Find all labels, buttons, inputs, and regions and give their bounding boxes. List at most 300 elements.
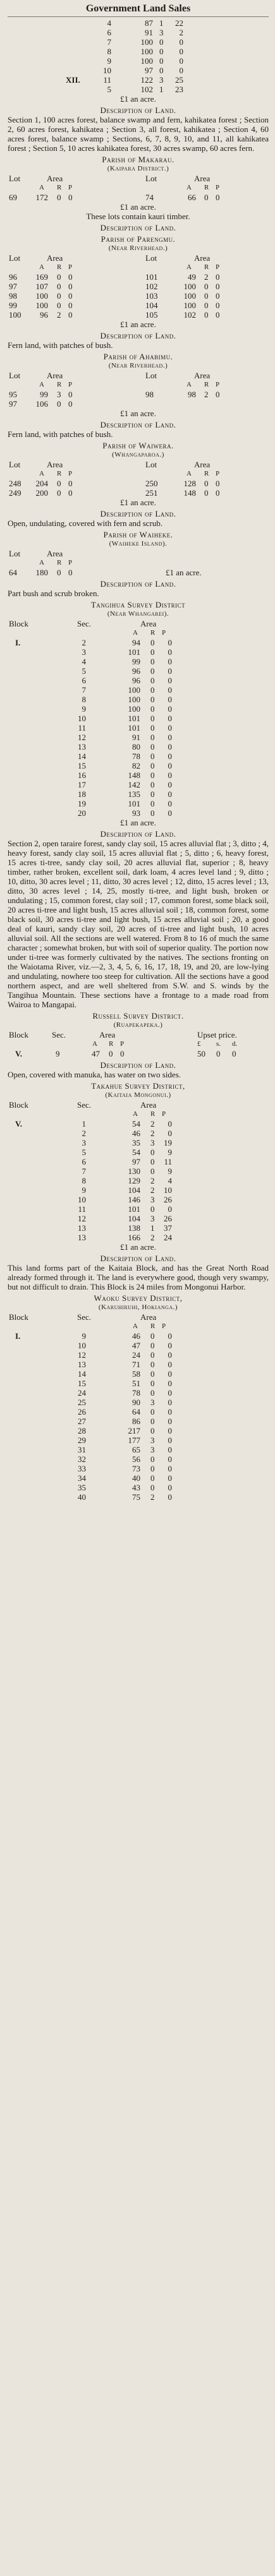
cell-perches: 25 xyxy=(175,75,183,85)
price-note: £1 an acre. xyxy=(120,409,156,418)
cell-acres: 100 xyxy=(128,685,140,695)
cell-acres: 49 xyxy=(188,272,196,282)
cell-perches: 0 xyxy=(168,780,172,789)
cell-roods: 0 xyxy=(150,1473,155,1483)
cell-acres: 35 xyxy=(132,1138,140,1147)
cell-perches: 4 xyxy=(168,1176,172,1185)
cell-shillings: 0 xyxy=(216,1049,221,1058)
cell-sec: 7 xyxy=(82,1166,86,1176)
unit-p: P xyxy=(216,263,220,271)
cell-sec: 14 xyxy=(78,1369,86,1379)
table-row xyxy=(8,638,269,647)
cell-roods: 0 xyxy=(150,1417,155,1426)
table-row xyxy=(8,704,269,714)
cell-acres: 180 xyxy=(35,568,48,577)
cell-sec: 40 xyxy=(78,1492,86,1502)
table-row xyxy=(8,1233,269,1242)
cell-roods: 2 xyxy=(150,1233,155,1242)
unit-r: R xyxy=(204,470,209,477)
cell-perches: 0 xyxy=(68,310,73,320)
cell-perches: 0 xyxy=(68,272,73,282)
cell-lot: 99 xyxy=(9,301,17,310)
cell-roods: 0 xyxy=(150,1166,155,1176)
table-row xyxy=(8,1138,269,1147)
cell-roods: 0 xyxy=(57,272,61,282)
cell-perches: 0 xyxy=(216,301,220,310)
table-row xyxy=(8,666,269,676)
cell-sec: 32 xyxy=(78,1454,86,1464)
table-row xyxy=(8,789,269,799)
table-row xyxy=(8,1157,269,1166)
unit-a: A xyxy=(39,381,44,388)
cell-perches: 0 xyxy=(68,390,73,399)
cell-roods: 0 xyxy=(204,310,209,320)
cell-acres: 200 xyxy=(35,488,48,498)
cell-acres: 96 xyxy=(40,310,48,320)
cell-perches: 0 xyxy=(216,282,220,291)
table-row xyxy=(8,808,269,818)
unit-headers xyxy=(8,380,269,390)
cell-acres: 43 xyxy=(132,1483,140,1492)
cell-sec: 2 xyxy=(82,638,86,647)
cell-sec: 11 xyxy=(103,75,111,85)
unit-p: P xyxy=(68,263,73,271)
parish-subheading: (Near Riverhead.) xyxy=(108,362,168,369)
table-row xyxy=(8,714,269,723)
table-row xyxy=(8,66,269,75)
cell-acres: 40 xyxy=(132,1473,140,1483)
cell-sec: 19 xyxy=(78,799,86,808)
table-row xyxy=(8,1049,269,1058)
table-row xyxy=(8,75,269,85)
cell-roods: 0 xyxy=(150,1341,155,1350)
table-row xyxy=(8,1147,269,1157)
table-row xyxy=(8,1129,269,1138)
cell-roods: 0 xyxy=(159,66,164,75)
cell-perches: 0 xyxy=(168,761,172,770)
cell-roods: 2 xyxy=(150,1185,155,1195)
cell-acres: 100 xyxy=(140,47,153,56)
district-heading: Takahue Survey District, xyxy=(91,1081,185,1091)
unit-a: A xyxy=(39,184,44,191)
cell-lot: 97 xyxy=(9,399,17,409)
cell-roods: 0 xyxy=(109,1049,113,1058)
cell-acres: 100 xyxy=(35,291,48,301)
cell-perches: 0 xyxy=(168,676,172,685)
cell-roods: 0 xyxy=(150,1426,155,1435)
cell-acres: 96 xyxy=(132,676,140,685)
cell-acres: 91 xyxy=(145,28,153,37)
unit-p: P xyxy=(216,470,220,477)
cell-perches: 0 xyxy=(68,282,73,291)
cell-perches: 0 xyxy=(168,666,172,676)
cell-roods: 0 xyxy=(150,1147,155,1157)
cell-acres: 91 xyxy=(132,733,140,742)
cell-acres: 54 xyxy=(132,1119,140,1129)
table-row xyxy=(8,1166,269,1176)
table-row xyxy=(8,733,269,742)
description-text: Fern land, with patches of bush. xyxy=(8,340,113,350)
cell-acres: 172 xyxy=(35,193,48,202)
column-headers xyxy=(8,371,269,380)
cell-perches: 0 xyxy=(168,1435,172,1445)
section-heading: Description of Land. xyxy=(100,223,176,232)
table-row xyxy=(8,1331,269,1341)
cell-sec: 13 xyxy=(78,742,86,752)
table-row xyxy=(8,291,269,301)
block-number: I. xyxy=(15,638,21,647)
unit-r: R xyxy=(57,559,62,566)
cell-sec: 5 xyxy=(82,666,86,676)
district-subheading: (Near Whangarei). xyxy=(107,610,169,618)
cell-roods: 0 xyxy=(150,1388,155,1398)
col-lot2: Lot xyxy=(145,460,157,469)
cell-sec: 5 xyxy=(82,1147,86,1157)
parish-subheading: (Waiheke Island). xyxy=(109,540,168,548)
col-area2: Area xyxy=(194,371,211,380)
table-row xyxy=(8,685,269,695)
parish-heading: Parish of Waiwera. xyxy=(102,441,174,450)
unit-r: R xyxy=(109,1040,114,1048)
table-row xyxy=(8,742,269,752)
table-row xyxy=(8,1473,269,1483)
cell-roods: 0 xyxy=(150,1331,155,1341)
col-area: Area xyxy=(47,371,63,380)
col-upset-price: Upset price. xyxy=(197,1030,237,1039)
table-row xyxy=(8,1445,269,1454)
parish-subheading: (Near Riverhead.) xyxy=(108,244,168,252)
cell-sec: 13 xyxy=(78,1360,86,1369)
table-row xyxy=(8,723,269,733)
cell-acres: 101 xyxy=(128,714,140,723)
cell-acres: 47 xyxy=(92,1049,100,1058)
cell-sec: 12 xyxy=(78,1350,86,1360)
cell-roods: 3 xyxy=(159,28,164,37)
cell-lot: 101 xyxy=(145,272,158,282)
col-area: Area xyxy=(140,619,157,628)
unit-a: A xyxy=(133,1110,138,1118)
cell-acres: 104 xyxy=(128,1185,140,1195)
table-row xyxy=(8,1360,269,1369)
cell-sec: 16 xyxy=(78,770,86,780)
table-row xyxy=(8,676,269,685)
cell-perches: 23 xyxy=(175,85,183,94)
cell-perches: 0 xyxy=(168,1417,172,1426)
table-row xyxy=(8,752,269,761)
parish-subheading: (Whangaparoa.) xyxy=(112,451,164,458)
cell-sec: 8 xyxy=(82,695,86,704)
cell-roods: 0 xyxy=(150,1379,155,1388)
cell-sec: 20 xyxy=(78,808,86,818)
cell-roods: 2 xyxy=(150,1129,155,1138)
column-headers xyxy=(8,619,269,628)
parish-subheading: (Kaipara District.) xyxy=(107,165,169,172)
cell-lot: 100 xyxy=(9,310,21,320)
cell-sec: 3 xyxy=(82,647,86,657)
table-row xyxy=(8,390,269,399)
lot-table xyxy=(8,479,269,498)
section-table xyxy=(8,1331,269,1502)
cell-acres: 100 xyxy=(183,301,196,310)
cell-roods: 0 xyxy=(57,282,61,291)
unit-p: P xyxy=(68,559,73,566)
table-row xyxy=(8,1195,269,1204)
cell-roods: 0 xyxy=(150,666,155,676)
column-headers xyxy=(8,460,269,469)
table-row xyxy=(8,1341,269,1350)
section-heading: Description of Land. xyxy=(100,829,176,839)
cell-lot: 64 xyxy=(9,568,17,577)
table-row xyxy=(8,1369,269,1379)
unit-a: A xyxy=(39,470,44,477)
cell-acres: 80 xyxy=(132,742,140,752)
cell-perches: 0 xyxy=(168,1350,172,1360)
cell-sec: 18 xyxy=(78,789,86,799)
cell-acres: 100 xyxy=(183,282,196,291)
cell-perches: 0 xyxy=(216,390,220,399)
cell-roods: 0 xyxy=(150,1483,155,1492)
unit-r: R xyxy=(57,381,62,388)
cell-roods: 2 xyxy=(57,310,61,320)
cell-acres: 100 xyxy=(128,695,140,704)
cell-lot: 95 xyxy=(9,390,17,399)
district-subheading: (Ruapekapeka.) xyxy=(113,1021,163,1029)
col-area: Area xyxy=(99,1030,116,1039)
cell-roods: 0 xyxy=(150,704,155,714)
block-number: V. xyxy=(15,1049,22,1058)
unit-p: P xyxy=(120,1040,125,1048)
cell-perches: 0 xyxy=(168,1407,172,1417)
cell-sec: 33 xyxy=(78,1464,86,1473)
cell-roods: 0 xyxy=(204,282,209,291)
column-headers xyxy=(8,1312,269,1322)
cell-acres: 94 xyxy=(132,638,140,647)
cell-perches: 0 xyxy=(168,695,172,704)
section-heading: Description of Land. xyxy=(100,509,176,518)
cell-acres: 98 xyxy=(188,390,196,399)
cell-roods: 0 xyxy=(57,301,61,310)
district-heading: Tangihua Survey District xyxy=(90,600,186,609)
cell-lot: 102 xyxy=(145,282,158,291)
cell-roods: 2 xyxy=(204,390,209,399)
cell-perches: 0 xyxy=(68,301,73,310)
table-row xyxy=(8,301,269,310)
table-row xyxy=(8,657,269,666)
cell-sec: 10 xyxy=(78,714,86,723)
cell-perches: 0 xyxy=(168,1398,172,1407)
cell-acres: 104 xyxy=(128,1214,140,1223)
price-note: £1 an acre. xyxy=(120,320,156,329)
column-headers xyxy=(8,253,269,263)
cell-perches: 0 xyxy=(68,568,73,577)
cell-acres: 148 xyxy=(128,770,140,780)
section-heading: Description of Land. xyxy=(100,1254,176,1263)
table-row xyxy=(8,282,269,291)
cell-sec: 11 xyxy=(78,723,86,733)
cell-acres: 102 xyxy=(183,310,196,320)
cell-perches: 9 xyxy=(168,1147,172,1157)
cell-perches: 0 xyxy=(216,488,220,498)
cell-acres: 73 xyxy=(132,1464,140,1473)
unit-r: R xyxy=(57,184,62,191)
cell-perches: 0 xyxy=(168,1454,172,1464)
price-note: £1 an acre. xyxy=(166,568,202,577)
cell-perches: 0 xyxy=(168,770,172,780)
cell-perches: 11 xyxy=(164,1157,172,1166)
unit-headers xyxy=(8,1322,269,1331)
cell-roods: 0 xyxy=(204,488,209,498)
cell-perches: 22 xyxy=(175,18,183,28)
block-number: I. xyxy=(15,1331,21,1341)
unit-p: P xyxy=(216,381,220,388)
table-row xyxy=(8,47,269,56)
cell-sec: 12 xyxy=(78,733,86,742)
cell-roods: 0 xyxy=(150,761,155,770)
cell-roods: 0 xyxy=(150,1464,155,1473)
cell-roods: 0 xyxy=(150,714,155,723)
cell-lot: 251 xyxy=(145,488,158,498)
cell-sec: 26 xyxy=(78,1407,86,1417)
section-table xyxy=(8,1119,269,1242)
cell-acres: 65 xyxy=(132,1445,140,1454)
cell-acres: 129 xyxy=(128,1176,140,1185)
cell-acres: 93 xyxy=(132,808,140,818)
col-block: Block xyxy=(9,1030,29,1039)
cell-lot: 249 xyxy=(9,488,21,498)
col-area2: Area xyxy=(194,253,211,263)
cell-roods: 1 xyxy=(159,85,164,94)
cell-perches: 0 xyxy=(168,789,172,799)
cell-acres: 142 xyxy=(128,780,140,789)
cell-sec: 9 xyxy=(56,1049,60,1058)
section-heading: Description of Land. xyxy=(100,331,176,340)
price-note: £1 an acre. xyxy=(120,498,156,507)
cell-roods: 0 xyxy=(150,780,155,789)
lot-table xyxy=(8,272,269,320)
cell-roods: 0 xyxy=(57,291,61,301)
col-lot2: Lot xyxy=(145,174,157,183)
cell-acres: 101 xyxy=(128,1204,140,1214)
cell-lot: 96 xyxy=(9,272,17,282)
cell-roods: 3 xyxy=(150,1435,155,1445)
cell-sec: 9 xyxy=(107,56,111,66)
cell-roods: 0 xyxy=(150,647,155,657)
cell-acres: 138 xyxy=(128,1223,140,1233)
cell-roods: 0 xyxy=(204,291,209,301)
cell-perches: 0 xyxy=(168,1360,172,1369)
table-row xyxy=(8,1119,269,1129)
section-heading: Description of Land. xyxy=(100,1060,176,1070)
cell-perches: 10 xyxy=(164,1185,172,1195)
section-heading: Description of Land. xyxy=(100,105,176,115)
table-row xyxy=(8,1426,269,1435)
table-row xyxy=(8,85,269,94)
cell-acres: 100 xyxy=(140,37,153,47)
cell-perches: 0 xyxy=(168,752,172,761)
cell-perches: 0 xyxy=(168,647,172,657)
table-row xyxy=(8,193,269,202)
cell-sec: 11 xyxy=(78,1204,86,1214)
unit-headers xyxy=(8,1110,269,1119)
cell-roods: 0 xyxy=(57,488,61,498)
cell-perches: 0 xyxy=(168,685,172,695)
cell-sec: 15 xyxy=(78,761,86,770)
price-note: £1 an acre. xyxy=(120,1242,156,1252)
col-lot: Lot xyxy=(9,174,21,183)
cell-acres: 101 xyxy=(128,723,140,733)
cell-acres: 87 xyxy=(145,18,153,28)
cell-sec: 13 xyxy=(78,1233,86,1242)
cell-acres: 100 xyxy=(128,704,140,714)
unit-a: A xyxy=(133,629,138,637)
cell-acres: 102 xyxy=(140,85,153,94)
cell-acres: 106 xyxy=(35,399,48,409)
col-area: Area xyxy=(47,253,63,263)
table-row xyxy=(8,1204,269,1214)
cell-acres: 130 xyxy=(128,1166,140,1176)
unit-a: A xyxy=(133,1322,138,1330)
description-text: Open, covered with manuka, has water on two sides. xyxy=(8,1070,181,1079)
cell-sec: 12 xyxy=(78,1214,86,1223)
parish-heading: Parish of Parengmu. xyxy=(101,234,176,244)
lot-table xyxy=(8,390,269,409)
cell-perches: 0 xyxy=(168,1379,172,1388)
cell-acres: 166 xyxy=(128,1233,140,1242)
description-text: Part bush and scrub broken. xyxy=(8,589,99,598)
unit-a: A xyxy=(186,381,192,388)
block-number: XII. xyxy=(66,75,80,85)
cell-roods: 0 xyxy=(57,399,61,409)
col-lot2: Lot xyxy=(145,253,157,263)
col-sec: Sec. xyxy=(77,1100,92,1110)
cell-perches: 0 xyxy=(168,1483,172,1492)
cell-sec: 24 xyxy=(78,1388,86,1398)
parish-note: These lots contain kauri timber. xyxy=(86,212,190,221)
cell-acres: 90 xyxy=(132,1398,140,1407)
district-heading: Waoku Survey District, xyxy=(94,1293,183,1303)
cell-sec: 28 xyxy=(78,1426,86,1435)
block-number: V. xyxy=(15,1119,22,1129)
cell-perches: 0 xyxy=(168,1331,172,1341)
cell-sec: 25 xyxy=(78,1398,86,1407)
cell-roods: 3 xyxy=(150,1445,155,1454)
cell-sec: 9 xyxy=(82,1331,86,1341)
cell-perches: 0 xyxy=(216,479,220,488)
cell-roods: 0 xyxy=(150,770,155,780)
description-text: This land forms part of the Kaitaia Block, and has the Great North Road already formed through it. The land is everywhere good, though very swampy, but not difficult to drain. This Block is 24 miles from Mongonui Harbor. xyxy=(8,1263,269,1291)
table-row xyxy=(8,1464,269,1473)
cell-acres: 24 xyxy=(132,1350,140,1360)
cell-sec: 34 xyxy=(78,1473,86,1483)
table-row xyxy=(8,1388,269,1398)
cell-sec: 13 xyxy=(78,1223,86,1233)
section-heading: Description of Land. xyxy=(100,420,176,429)
cell-acres: 204 xyxy=(35,479,48,488)
col-lot: Lot xyxy=(9,371,21,380)
cell-perches: 0 xyxy=(168,1492,172,1502)
cell-acres: 75 xyxy=(132,1492,140,1502)
price-note: £1 an acre. xyxy=(120,94,156,104)
cell-sec: 9 xyxy=(82,1185,86,1195)
parish-heading: Parish of Ahabimu. xyxy=(103,352,173,361)
cell-roods: 3 xyxy=(159,75,164,85)
cell-sec: 7 xyxy=(82,685,86,695)
cell-perches: 26 xyxy=(164,1214,172,1223)
table-row xyxy=(8,1176,269,1185)
cell-acres: 100 xyxy=(140,56,153,66)
cell-perches: 0 xyxy=(179,66,183,75)
cell-perches: 0 xyxy=(168,704,172,714)
